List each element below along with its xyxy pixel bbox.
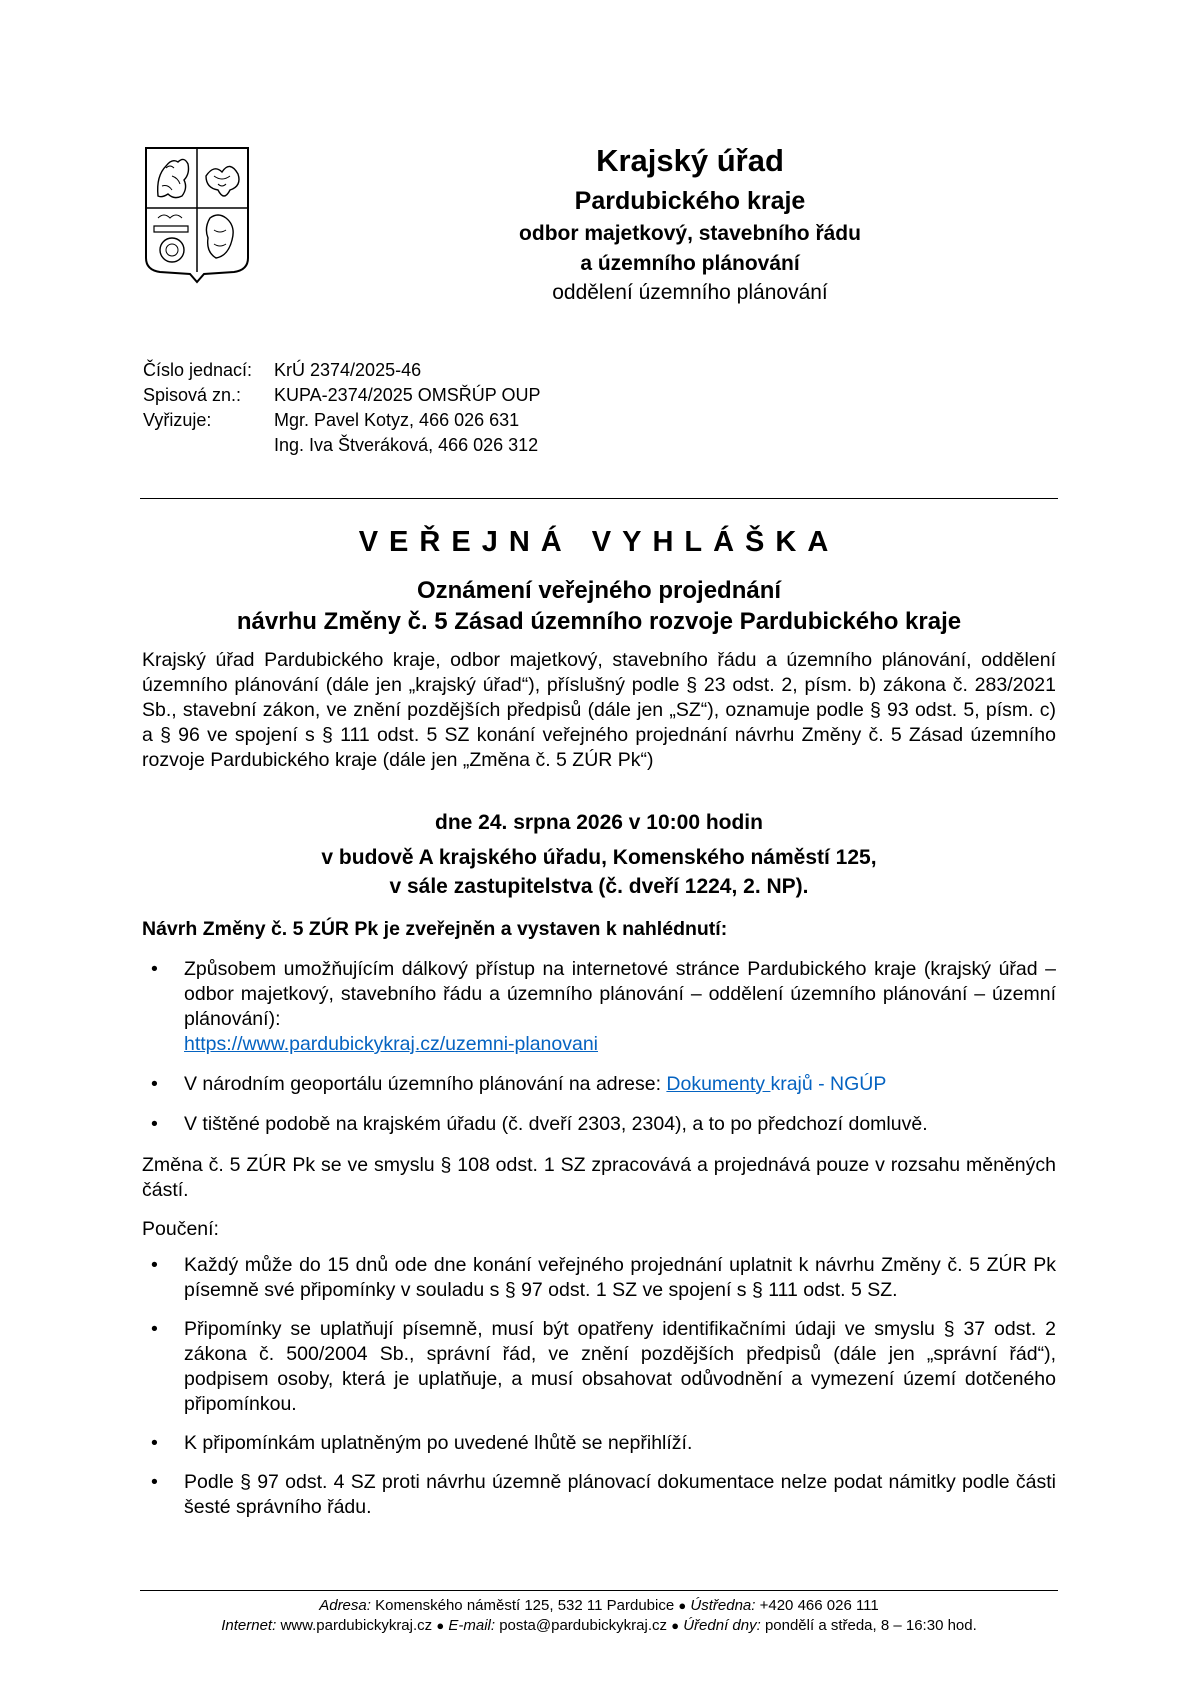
footer-email: posta@pardubickykraj.cz — [499, 1617, 668, 1634]
list-item — [142, 1317, 1056, 1417]
footer-address: Komenského náměstí 125, 532 11 Pardubice — [375, 1597, 675, 1614]
website-link[interactable]: https://www.pardubickykraj.cz/uzemni-planovani — [184, 1033, 599, 1055]
meeting-date: dne 24. srpna 2026 v 10:00 hodin — [435, 811, 763, 834]
document-subtitle-line2: návrhu Změny č. 5 Zásad územního rozvoje Pardubického kraje — [236, 608, 962, 635]
reference-row — [143, 433, 540, 458]
bullet-icon: • — [151, 1471, 158, 1493]
footer-phone: +420 466 026 111 — [759, 1597, 879, 1614]
footer-separator: ● — [671, 1618, 680, 1633]
publication-heading: Návrh Změny č. 5 ZÚR Pk je zveřejněn a vystaven k nahlédnutí: — [142, 918, 728, 940]
footer-phone-label: Ústředna: — [690, 1597, 756, 1614]
footer-email-label: E-mail: — [448, 1617, 496, 1634]
region-name: Pardubického kraje — [574, 187, 806, 215]
publication-list — [142, 957, 1056, 1137]
list-item — [142, 1112, 1056, 1137]
reference-block — [143, 358, 540, 458]
footer-line2 — [140, 1616, 1058, 1636]
geoportal-link[interactable]: Dokumenty — [666, 1073, 771, 1095]
bullet-icon: • — [151, 1073, 158, 1095]
reference-value: KUPA-2374/2025 OMSŘÚP OUP — [274, 385, 541, 405]
list-item-text: Připomínky se uplatňují písemně, musí být opatřeny identifikačními údaji ve smyslu § 37 odst. 2 zákona č. 500/2004 Sb., správní řád, ve znění pozdějších předpisů (dále jen „správní řád“), podpisem osoby, která je uplatňuje, a musí obsahovat odůvodnění a vymezení území dotčeného připomínkou. — [184, 1318, 1056, 1415]
footer-web: www.pardubickykraj.cz — [280, 1617, 433, 1634]
reference-label: Číslo jednací: — [143, 360, 253, 380]
footer-line1 — [140, 1596, 1058, 1616]
reference-label — [143, 433, 274, 458]
footer-separator: ● — [436, 1618, 445, 1633]
footer-separator: ● — [678, 1598, 687, 1613]
list-item-text: V tištěné podobě na krajském úřadu (č. dveří 2303, 2304), a to po předchozí domluvě. — [184, 1113, 928, 1135]
bullet-icon: • — [151, 1318, 158, 1340]
list-item-text: K připomínkám uplatněným po uvedené lhůtě se nepřihlíží. — [184, 1432, 693, 1454]
reference-label: Spisová zn.: — [143, 385, 242, 405]
reference-row — [143, 358, 540, 383]
reference-label: Vyřizuje: — [143, 410, 212, 430]
department-name-line2: a územního plánování — [580, 252, 800, 275]
document-title: VEŘEJNÁ VYHLÁŠKA — [358, 526, 840, 558]
scope-paragraph: Změna č. 5 ZÚR Pk se ve smyslu § 108 odst. 1 SZ zpracovává a projednává pouze v rozsahu měněných částí. — [142, 1154, 1056, 1201]
geoportal-link-tail[interactable]: krajů - NGÚP — [770, 1073, 887, 1095]
bullet-icon: • — [151, 1432, 158, 1454]
bullet-icon: • — [151, 1113, 158, 1135]
footer-divider — [140, 1590, 1058, 1591]
list-item — [142, 1470, 1056, 1520]
footer — [140, 1596, 1058, 1636]
footer-address-label: Adresa: — [319, 1597, 371, 1614]
instructions-list — [142, 1253, 1056, 1520]
coat-of-arms-icon — [144, 146, 250, 284]
bullet-icon: • — [151, 1254, 158, 1276]
list-item — [142, 957, 1056, 1057]
list-item — [142, 1431, 1056, 1456]
footer-web-label: Internet: — [221, 1617, 277, 1634]
section-name: oddělení územního plánování — [552, 281, 828, 304]
list-item — [142, 1072, 1056, 1097]
office-name: Krajský úřad — [596, 143, 784, 178]
list-item-text: V národním geoportálu územního plánování na adrese: — [184, 1073, 667, 1095]
reference-value: KrÚ 2374/2025-46 — [274, 360, 422, 380]
list-item-text: Každý může do 15 dnů ode dne konání veřejného projednání uplatnit k návrhu Změny č. 5 ZÚR Pk písemně své připomínky v souladu s § 97 odst. 1 SZ ve spojení s § 111 odst. 5 SZ. — [184, 1254, 1056, 1301]
list-item-text: Způsobem umožňujícím dálkový přístup na internetové stránce Pardubického kraje (krajský úřad – odbor majetkový, stavebního řádu a územního plánování – oddělení územního plánování – územní plánování): — [184, 958, 1056, 1030]
footer-hours-label: Úřední dny: — [683, 1617, 761, 1634]
list-item-text: Podle § 97 odst. 4 SZ proti návrhu územně plánovací dokumentace nelze podat námitky podle části šesté správního řádu. — [184, 1471, 1056, 1518]
reference-row — [143, 383, 540, 408]
reference-row — [143, 408, 540, 433]
intro-paragraph: Krajský úřad Pardubického kraje, odbor majetkový, stavebního řádu a územního plánování, oddělení územního plánování (dále jen „krajský úřad“), příslušný podle § 23 odst. 2, písm. b) zákona č. 283/2021 Sb., stavební zákon, ve znění pozdějších předpisů (dále jen „SZ“), oznamuje podle § 93 odst. 5, písm. c) a § 96 ve spojení s § 111 odst. 5 SZ konání veřejného projednání návrhu Změny č. 5 Zásad územního rozvoje Pardubického kraje (dále jen „Změna č. 5 ZÚR Pk“) — [142, 649, 1056, 771]
reference-value: Ing. Iva Štveráková, 466 026 312 — [274, 435, 539, 455]
instructions-heading: Poučení: — [142, 1218, 219, 1240]
divider — [140, 498, 1058, 499]
department-name-line1: odbor majetkový, stavebního řádu — [519, 222, 861, 245]
document-subtitle-line1: Oznámení veřejného projednání — [416, 577, 782, 604]
meeting-place-line1: v budově A krajského úřadu, Komenského náměstí 125, — [321, 846, 877, 869]
footer-hours: pondělí a středa, 8 – 16:30 hod. — [764, 1617, 977, 1634]
reference-value: Mgr. Pavel Kotyz, 466 026 631 — [274, 410, 520, 430]
list-item — [142, 1253, 1056, 1303]
bullet-icon: • — [151, 958, 158, 980]
meeting-place — [140, 843, 1058, 901]
meeting-place-line2: v sále zastupitelstva (č. dveří 1224, 2. NP). — [389, 875, 809, 898]
